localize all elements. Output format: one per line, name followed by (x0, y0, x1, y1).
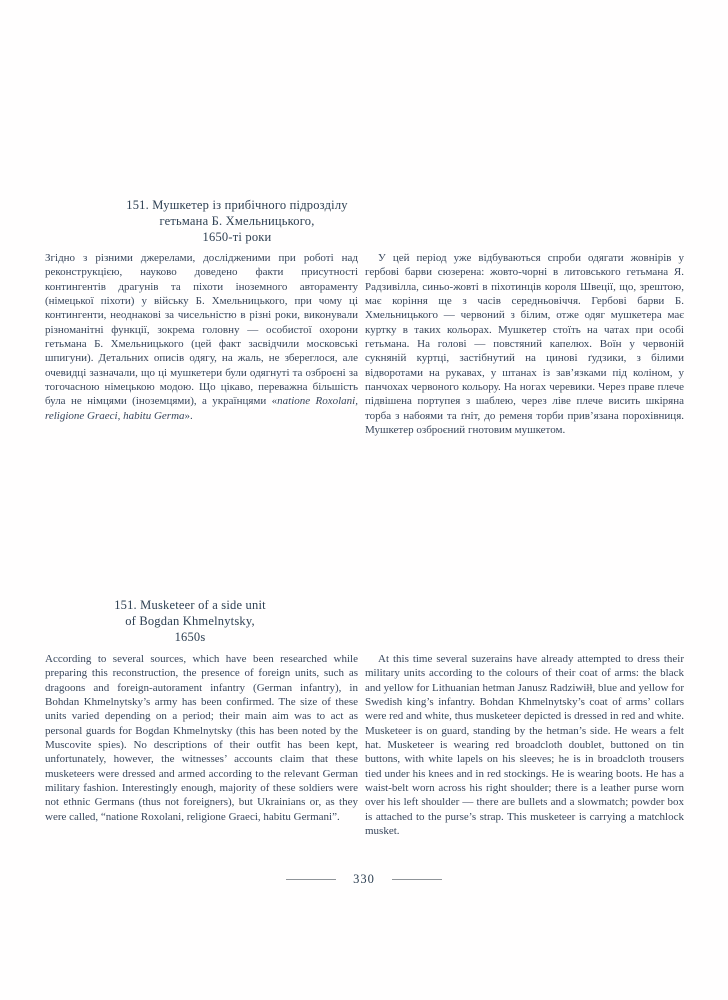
english-left-paragraph: According to several sources, which have been researched while preparing this reconstruction, the presence of foreign units, such as dragoons and foreign-autorament infantry (German infantry), in Bohdan Khmelnytsky’s army has been confirmed. The size of these units varied depending on a period; their main aim was to act as personal guards for Bogdan Khmelnytsky (this has been noted by the Muscovite spies). No descriptions of their outfit has been kept, unfortunately, however, the witnesses’ accounts claim that these musketeers were dressed and armed according to the relevant German military fashion. Interestingly enough, majority of these soldiers were not ethnic Germans (thus not foreigners), but Ukrainians or, as they were called, “natione Roxolani, religione Graeci, habitu Germani”. (45, 653, 358, 823)
english-left-column (45, 652, 358, 838)
footer-rule-left (286, 879, 336, 880)
footer-rule-right (392, 879, 442, 880)
page-number: 330 (353, 872, 375, 886)
ua-title-line-1: 151. Мушкетер із прибічного підрозділу (126, 198, 348, 212)
english-right-column (365, 652, 684, 838)
ua-title-line-2: гетьмана Б. Хмельницького, (159, 214, 315, 228)
en-title-line-1: 151. Musketeer of a side unit (114, 598, 266, 612)
ua-title-line-3: 1650-ті роки (202, 230, 272, 244)
english-section-title (30, 597, 350, 645)
ukrainian-left-column (45, 251, 358, 437)
en-title-line-3: 1650s (174, 630, 206, 644)
ua-latin-quote: natione Roxolani, religione Graeci, habitu Germa (45, 395, 358, 422)
en-title-line-2: of Bogdan Khmelnytsky, (125, 614, 255, 628)
page-footer (0, 872, 728, 887)
english-text-columns (45, 652, 684, 838)
ukrainian-section-title (77, 197, 397, 245)
ua-paragraph-text: Згідно з різними джерелами, дослідженими при роботі над реконструкцією, науково доведено факти присутності контингентів драгунів та піхоти іноземного автораменту (німецької піхоти) у війську Б. Хмельницького, при чому ці контингенти, неоднакові за чисельністю в різні роки, виконували різноманітні функції, зокрема головну — особистої охорони гетьмана Б. Хмельницького (цей факт засвідчили московські шпигуни). Детальних описів одягу, на жаль, не збереглося, але очевидці зазначали, що ці мушкетери були одягнуті та озброєні за тогочасною німецькою модою. Що цікаво, переважна більшість була не німцями (іноземцями), а українцями « (45, 252, 358, 408)
ukrainian-left-paragraph (45, 251, 358, 423)
english-right-paragraph: At this time several suzerains have already attempted to dress their military units according to the colours of their coat of arms: the black and yellow for Lithuanian hetman Janusz Radziwiłł, blue and yellow for Swedish king’s infantry. Bohdan Khmelnytsky’s coat of arms’ collars were red and white, thus musketeer depicted is dressed in red and white. Musketeer is on guard, standing by the hetman’s side. He wears a felt hat. Musketeer is wearing red broadcloth doublet, buttoned on tin buttons, with white lapels on his sleeves; he is in broadcloth trousers tied under his knees and in red stockings. He is wearing boots. He has a waist-belt worn across his right shoulder; there is a leather purse worn over his left shoulder — there are bullets and a slowmatch; powder box is attached to the purse’s strap. This musketeer is carrying a matchlock musket. (365, 653, 684, 838)
ukrainian-right-column (365, 251, 684, 437)
ukrainian-right-paragraph: У цей період уже відбуваються спроби одягати жовнірів у гербові барви сюзерена: жовто-чорні в литовського гетьмана Я. Радзивілла, синьо-жовті в піхотинців короля Швеції, що, зрештою, має коріння ще з часів середньовіччя. Гербові барви Б. Хмельницького — червоний з білим, отже одяг мушкетера має куртку в таких кольорах. Мушкетер стоїть на чатах при особі гетьмана. На голові — повстяний капелюх. Воїн у червоній сукняній куртці, застібнутий на цинові ґудзики, з білими відворотами на рукавах, у штанах із зав’язками під коліном, у панчохах червоного кольору. На ногах черевики. Через праве плече підвішена портупея з шаблею, через ліве плече висить шкіряна торба з набоями та ґніт, до ременя торби прив’язана порохівниця. Мушкетер озброєний гнотовим мушкетом. (365, 252, 684, 437)
ua-quote-close: ». (184, 409, 193, 422)
ukrainian-text-columns (45, 251, 684, 437)
